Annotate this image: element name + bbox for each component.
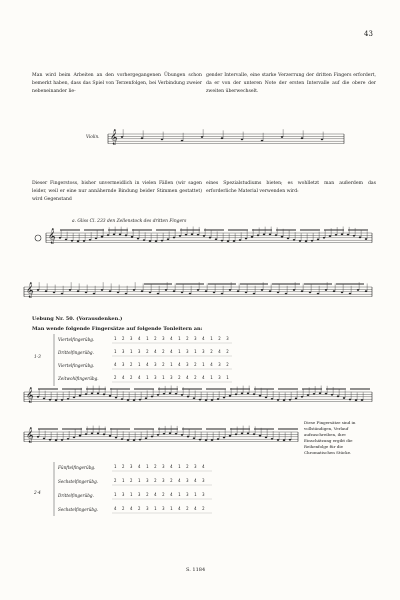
system-1-staff-notehead: [335, 234, 337, 236]
system-1-staff-notehead: [119, 234, 121, 236]
system-4-staff-notehead: [253, 433, 255, 435]
system-4-staff-notehead: [187, 436, 189, 438]
system-2-staff-notehead: [293, 289, 295, 291]
system-2-staff-notehead: [269, 290, 271, 292]
system-3-staff-notehead: [283, 399, 285, 401]
system-1-staff-notehead: [215, 238, 217, 240]
table-2-row-digits: 2 1 2 1 3 2 3 2 4 3 4 3: [114, 478, 207, 483]
system-3-staff-notehead: [151, 396, 153, 398]
system-3-staff-notehead: [253, 393, 255, 395]
footer-catalog-number: S. 1184: [186, 567, 206, 573]
system-1-staff-notehead: [77, 240, 79, 242]
system-4-staff-notehead: [139, 439, 141, 441]
system-2-staff-notehead: [61, 293, 63, 295]
system-1-staff-notehead: [311, 240, 313, 242]
system-4-staff-notehead: [55, 439, 57, 441]
example-staff-notehead: [321, 139, 323, 141]
table-2-row-name: Drittelfingerübg.: [58, 493, 94, 498]
table-2-row-digits: 4 2 4 2 3 1 3 1 4 2 4 2: [114, 506, 207, 511]
system-3-staff-notehead: [265, 396, 267, 398]
system-2-staff-notehead: [205, 290, 207, 292]
system-1-staff-notehead: [197, 234, 199, 236]
system-2-staff-notehead: [349, 293, 351, 295]
system-1-staff-notehead: [209, 237, 211, 239]
system-1-staff-notehead: [233, 240, 235, 242]
system-2-staff-notehead: [341, 292, 343, 294]
system-1-staff-notehead: [185, 234, 187, 236]
system-3-staff-notehead: [49, 399, 51, 401]
system-2-staff-notehead: [53, 292, 55, 294]
system-1-staff-notehead: [167, 238, 169, 240]
system-2-staff-notehead: [133, 289, 135, 291]
example-staff-notehead: [221, 137, 223, 139]
system-2-staff-notehead: [37, 289, 39, 291]
system-1-staff-notehead: [287, 237, 289, 239]
system-1-staff-notehead: [131, 236, 133, 238]
system-4-staff-notehead: [271, 438, 273, 440]
system-2-staff-notehead: [325, 289, 327, 291]
system-3-staff-notehead: [277, 399, 279, 401]
table-1-row-digits: 1 2 3 4 1 2 3 4 1 2 3 4 1 2 3: [114, 336, 231, 341]
system-1-staff-notehead: [71, 240, 73, 242]
system-3-staff-notehead: [109, 395, 111, 397]
system-4-staff-notehead: [193, 437, 195, 439]
table-2-row-name: Sechstelfingerübg.: [58, 479, 99, 484]
system-4-staff-notehead: [235, 433, 237, 435]
system-1-staff-notehead: [293, 239, 295, 241]
system-1-staff-notehead: [245, 238, 247, 240]
system-3-staff-notehead: [349, 399, 351, 401]
system-3-staff-notehead: [79, 395, 81, 397]
system-3-staff-notehead: [247, 392, 249, 394]
system-1-staff-notehead: [137, 238, 139, 240]
system-3-staff-notehead: [361, 399, 363, 401]
system-1-staff-notehead: [161, 240, 163, 242]
example-staff-notehead: [201, 136, 203, 138]
system-2-staff-notehead: [277, 292, 279, 294]
system-4-staff-notehead: [67, 438, 69, 440]
system-3-staff-notehead: [85, 393, 87, 395]
system-4-staff-notehead: [205, 439, 207, 441]
system-4-staff-notehead: [79, 435, 81, 437]
system-3-staff-notehead: [217, 398, 219, 400]
system-2-staff-notehead: [301, 290, 303, 292]
system-3-staff-notehead: [307, 394, 309, 396]
system-4-staff-notehead: [109, 435, 111, 437]
system-3-staff-notehead: [295, 398, 297, 400]
system-2-staff-notehead: [229, 289, 231, 291]
system-2-staff-notehead: [317, 293, 319, 295]
system-2-staff-notehead: [125, 293, 127, 295]
treble-clef-icon: 𝄞: [26, 283, 34, 298]
page-number: 43: [364, 30, 373, 38]
system-4-staff-notehead: [73, 436, 75, 438]
system-3-staff-notehead: [145, 397, 147, 399]
table-1-row-digits: 1 3 1 3 2 4 2 4 1 3 1 3 2 4 2: [114, 349, 231, 354]
system-1-staff-notehead: [317, 239, 319, 241]
system-4-staff-notehead: [241, 433, 243, 435]
system-2-staff-notehead: [253, 293, 255, 295]
system-4-staff-notehead: [265, 436, 267, 438]
system-1-staff-notehead: [179, 235, 181, 237]
system-1-staff-notehead: [281, 236, 283, 238]
system-3-staff-notehead: [55, 399, 57, 401]
system-2-staff-notehead: [85, 292, 87, 294]
system-2-staff-notehead: [309, 292, 311, 294]
system-3-staff-notehead: [331, 394, 333, 396]
paragraph-1-left: Man wird beim Arbeiten an den vorhergegangenen Übungen schon bemerkt haben, dass das Spiel von Terzenfolgen, bei Verbindung zweier nebeneinander lie-: [32, 73, 202, 94]
table-2-label: 2-4: [34, 490, 41, 495]
system-3-staff-notehead: [121, 398, 123, 400]
system-4-staff-notehead: [103, 433, 105, 435]
system-2-staff-notehead: [197, 289, 199, 291]
treble-clef-icon: 𝄞: [26, 428, 34, 443]
system-4-staff-notehead: [175, 433, 177, 435]
table-1-label: 1-3: [34, 354, 41, 359]
system-3-staff-notehead: [169, 392, 171, 394]
system-2-staff-notehead: [157, 293, 159, 295]
system-3-staff-notehead: [205, 399, 207, 401]
system-2-staff-notehead: [77, 290, 79, 292]
system-2-staff-notehead: [285, 293, 287, 295]
system-1-staff-notehead: [149, 240, 151, 242]
system-3-staff-notehead: [97, 393, 99, 395]
system-2-staff-notehead: [69, 289, 71, 291]
example-staff-notehead: [281, 136, 283, 138]
system-3-staff-notehead: [235, 393, 237, 395]
system-1-staff-notehead: [239, 239, 241, 241]
system-1-staff-notehead: [365, 238, 367, 240]
table-2-row-digits: 1 2 3 4 1 2 3 4 1 2 3 4: [114, 464, 207, 469]
system-2-staff-notehead: [245, 292, 247, 294]
system-2-staff-notehead: [221, 293, 223, 295]
system-3-staff-notehead: [187, 396, 189, 398]
table-1-row-digits: 4 3 2 1 4 3 2 1 4 3 2 1 4 3 2: [114, 362, 231, 367]
system-3-staff-notehead: [241, 393, 243, 395]
system-1-staff-notehead: [329, 235, 331, 237]
system-3-staff-notehead: [355, 399, 357, 401]
system-3-staff-notehead: [175, 393, 177, 395]
system-1-staff-notehead: [173, 237, 175, 239]
system-3-staff-notehead: [223, 397, 225, 399]
system-marker-icon: [35, 235, 41, 241]
system-4-staff-notehead: [247, 432, 249, 434]
example-staff-notehead: [161, 139, 163, 141]
system-2-staff-notehead: [333, 290, 335, 292]
system-1-staff-notehead: [191, 233, 193, 235]
system-1-staff-notehead: [323, 237, 325, 239]
table-2-row-digits: 1 3 1 3 2 4 2 4 1 3 1 3: [114, 492, 207, 497]
paragraph-1-right: gender Intervalle, eine starke Verzerrung der dritten Fingers erfordert, da er von der unteren Note der ersten Intervalle auf die obere der zweiten überwechselt.: [206, 73, 376, 94]
system-3-staff-notehead: [61, 399, 63, 401]
system-1-staff-notehead: [275, 234, 277, 236]
system-4-staff-notehead: [223, 437, 225, 439]
system-4-staff-notehead: [169, 432, 171, 434]
system-4-staff-notehead: [127, 439, 129, 441]
example-staff-notehead: [261, 140, 263, 142]
system-2-staff-notehead: [117, 292, 119, 294]
system-4-staff-notehead: [211, 439, 213, 441]
system-3-staff-notehead: [343, 397, 345, 399]
system-1-staff-notehead: [269, 233, 271, 235]
system-4-staff-notehead: [43, 438, 45, 440]
system-3-staff-notehead: [325, 393, 327, 395]
table-1-row-digits: 2 4 2 4 1 3 1 3 2 4 2 4 1 3 1: [114, 375, 231, 380]
system-2-staff-notehead: [189, 293, 191, 295]
system-2-staff-notehead: [173, 290, 175, 292]
system-4-staff-notehead: [91, 432, 93, 434]
system-3-staff-notehead: [103, 393, 105, 395]
system-3-staff-notehead: [133, 399, 135, 401]
table-2-row-name: Sechstelfingerübg.: [58, 507, 99, 512]
system-3-staff-notehead: [289, 399, 291, 401]
system-1-staff-notehead: [125, 234, 127, 236]
system-1-staff-notehead: [221, 240, 223, 242]
system-2-staff-notehead: [365, 290, 367, 292]
system-3-staff-notehead: [37, 396, 39, 398]
exercise-heading: Uebung Nr. 50. (Vorausdenken.): [32, 316, 123, 322]
system-1-staff-notehead: [83, 240, 85, 242]
system-1-staff-notehead: [257, 234, 259, 236]
table-1-row-name: Viertelfingerübg.: [58, 337, 95, 342]
system-4-staff-notehead: [49, 439, 51, 441]
system-2-staff-notehead: [141, 290, 143, 292]
system-2-staff-notehead: [45, 290, 47, 292]
example-staff-notehead: [301, 137, 303, 139]
system-3-staff-notehead: [199, 399, 201, 401]
system-4-staff-notehead: [151, 436, 153, 438]
system-1-staff-notehead: [95, 237, 97, 239]
system-3-staff-notehead: [337, 395, 339, 397]
exercise-instruction: Man wende folgende Fingersätze auf folgende Tonleitern an:: [32, 326, 203, 332]
system-3-staff-notehead: [313, 393, 315, 395]
system-4-staff-notehead: [97, 433, 99, 435]
system-3-staff-notehead: [301, 396, 303, 398]
example-label: Violin.: [86, 134, 100, 139]
example-staff-notehead: [141, 137, 143, 139]
system-1-staff-notehead: [59, 237, 61, 239]
system-1-staff-notehead: [155, 240, 157, 242]
system-2-staff-notehead: [109, 290, 111, 292]
system-1-staff-notehead: [143, 239, 145, 241]
system-4-staff-notehead: [121, 438, 123, 440]
system-4-staff-notehead: [199, 439, 201, 441]
system-4-staff-notehead: [61, 439, 63, 441]
system-2-staff-notehead: [93, 293, 95, 295]
treble-clef-icon: 𝄞: [110, 130, 118, 145]
system-2-staff-notehead: [357, 289, 359, 291]
system-1-staff-notehead: [359, 236, 361, 238]
system-4-staff-notehead: [283, 439, 285, 441]
table-1-row-name: Zeitwohlfingerübg.: [58, 376, 99, 381]
system-3-staff-notehead: [163, 393, 165, 395]
system-3-staff-notehead: [193, 397, 195, 399]
system-2-staff-notehead: [213, 292, 215, 294]
system-3-staff-notehead: [181, 394, 183, 396]
system-3-staff-notehead: [127, 399, 129, 401]
system-3-staff-notehead: [157, 394, 159, 396]
system-4-staff-notehead: [217, 438, 219, 440]
system-2-staff-notehead: [165, 289, 167, 291]
table-1-row-name: Drittelfingerübg.: [58, 350, 94, 355]
example-staff-notehead: [181, 140, 183, 142]
system-3-staff-notehead: [229, 395, 231, 397]
system-2-staff-notehead: [261, 289, 263, 291]
example-caption: a. Gliss Cl. 233 den Zellenstock des dritten Fingers: [72, 219, 187, 224]
system-3-staff-notehead: [319, 392, 321, 394]
system-1-staff-notehead: [65, 239, 67, 241]
system-1-staff-notehead: [341, 233, 343, 235]
system-3-staff-notehead: [67, 398, 69, 400]
system-2-staff-notehead: [149, 292, 151, 294]
system-3-staff-notehead: [43, 398, 45, 400]
system-4-staff-notehead: [277, 439, 279, 441]
system-4-staff-notehead: [259, 435, 261, 437]
system-4-staff-notehead: [157, 434, 159, 436]
system-3-staff-notehead: [271, 398, 273, 400]
system-2-staff-notehead: [181, 292, 183, 294]
system-3-staff-notehead: [259, 395, 261, 397]
system-1-staff-notehead: [299, 240, 301, 242]
system-1-staff-notehead: [353, 235, 355, 237]
system-4-staff-notehead: [289, 439, 291, 441]
system-1-staff-notehead: [305, 240, 307, 242]
system-4-staff-notehead: [163, 433, 165, 435]
system-2-staff-notehead: [237, 290, 239, 292]
system-4-staff-notehead: [181, 434, 183, 436]
example-staff-notehead: [241, 139, 243, 141]
system-3-staff-notehead: [73, 396, 75, 398]
system-4-staff-notehead: [133, 439, 135, 441]
system-1-staff-notehead: [101, 236, 103, 238]
system-4-staff-notehead: [37, 436, 39, 438]
system-3-staff-notehead: [115, 397, 117, 399]
system-2-staff-notehead: [101, 289, 103, 291]
system-1-staff-notehead: [113, 233, 115, 235]
system-1-staff-notehead: [347, 234, 349, 236]
system-1-staff-notehead: [227, 240, 229, 242]
system-1-staff-notehead: [251, 236, 253, 238]
system-3-staff-notehead: [91, 392, 93, 394]
table-1-row-name: Viertelfingerübg.: [58, 363, 95, 368]
system-1-staff-notehead: [89, 239, 91, 241]
system-3-staff-notehead: [211, 399, 213, 401]
system-4-staff-notehead: [229, 435, 231, 437]
system-1-staff-notehead: [263, 234, 265, 236]
treble-clef-icon: 𝄞: [48, 229, 56, 244]
system-4-staff-notehead: [115, 437, 117, 439]
example-staff-notehead: [121, 136, 123, 138]
system-3-staff-notehead: [139, 399, 141, 401]
system-4-staff-notehead: [145, 437, 147, 439]
system-1-staff-notehead: [107, 234, 109, 236]
paragraph-2-left: Dieser Fingerstoss, bisher unvermeidlich in vielen Fällen (wir sagen leider, weil er eine nur annähernde Bindung beider Stimmen gestattet) wird Gegenstand: [32, 181, 202, 202]
table-2-row-name: Fünftelfingerübg.: [58, 465, 96, 470]
paragraph-2-right: eines Spezialstudiums bieten; es wohlletzt man außerdem das erforderliche Material verwenden wird:: [206, 181, 376, 194]
treble-clef-icon: 𝄞: [26, 388, 34, 403]
system-4-staff-notehead: [85, 433, 87, 435]
side-note: Diese Fingersätze sind in vollständigen, Verlauf aufzuschreiben, ihre Einschätzung ergibt die Reihenfolge für die Chromatischen Stücke.: [304, 420, 356, 455]
system-1-staff-notehead: [203, 235, 205, 237]
